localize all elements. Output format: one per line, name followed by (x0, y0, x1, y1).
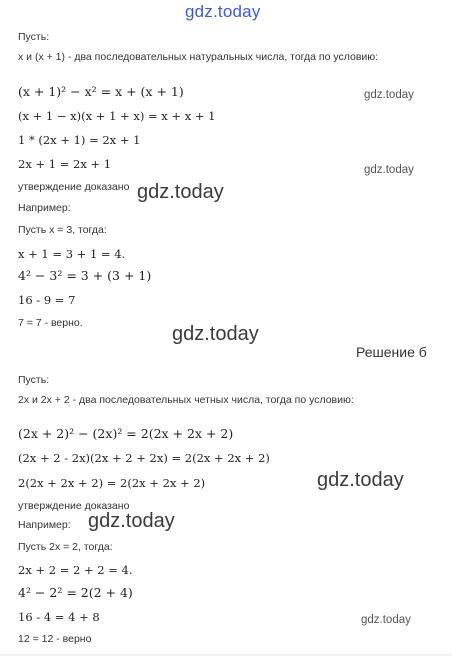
watermark-2: gdz.today (364, 164, 414, 176)
watermark-top: gdz.today (185, 2, 261, 21)
part-b-example: Например: (18, 519, 71, 531)
watermark-5: gdz.today (317, 469, 404, 491)
watermark-1: gdz.today (364, 89, 414, 101)
part-b-statement: 2x и 2x + 2 - два последовательных четных числа, тогда по условию: (18, 394, 354, 406)
watermark-3: gdz.today (137, 181, 224, 203)
part-a-eq2: (x + 1 − x)(x + 1 + x) = x + x + 1 (18, 109, 216, 123)
part-a-let: Пусть x = 3, тогда: (18, 224, 107, 236)
part-b-eq1: (2x + 2)² − (2x)² = 2(2x + 2x + 2) (18, 426, 234, 441)
part-b-eq3: 2(2x + 2x + 2) = 2(2x + 2x + 2) (18, 476, 206, 490)
part-a-ex4: 7 = 7 - верно. (18, 317, 83, 329)
watermark-4: gdz.today (172, 323, 259, 345)
part-a-eq4: 2x + 1 = 2x + 1 (18, 157, 112, 171)
part-b-ex1: 2x + 2 = 2 + 2 = 4. (18, 563, 133, 577)
watermark-6: gdz.today (88, 510, 175, 532)
part-a-ex1: x + 1 = 3 + 1 = 4. (18, 247, 126, 261)
part-a-intro: Пусть: (18, 31, 50, 43)
part-a-example: Например: (18, 202, 71, 214)
part-b-ex3: 16 - 4 = 4 + 8 (18, 610, 100, 624)
part-a-statement: x и (x + 1) - два последовательных натуральных числа, тогда по условию: (18, 51, 379, 63)
part-b-proved: утверждение доказано (18, 500, 130, 512)
part-b-heading: Решение б (356, 344, 427, 360)
part-a-ex2: 4² − 3² = 3 + (3 + 1) (18, 268, 152, 283)
part-a-ex3: 16 - 9 = 7 (18, 293, 76, 307)
part-b-ex4: 12 = 12 - верно (18, 633, 92, 645)
watermark-7: gdz.today (361, 614, 411, 626)
part-b-intro: Пусть: (18, 374, 50, 386)
part-b-let: Пусть 2x = 2, тогда: (18, 541, 113, 553)
part-b-eq2: (2x + 2 - 2x)(2x + 2 + 2x) = 2(2x + 2x + 2) (18, 451, 270, 465)
part-b-ex2: 4² − 2² = 2(2 + 4) (18, 585, 133, 600)
part-a-eq1: (x + 1)² − x² = x + (x + 1) (18, 84, 184, 99)
part-a-eq3: 1 * (2x + 1) = 2x + 1 (18, 133, 141, 147)
part-a-proved: утверждение доказано (18, 181, 130, 193)
